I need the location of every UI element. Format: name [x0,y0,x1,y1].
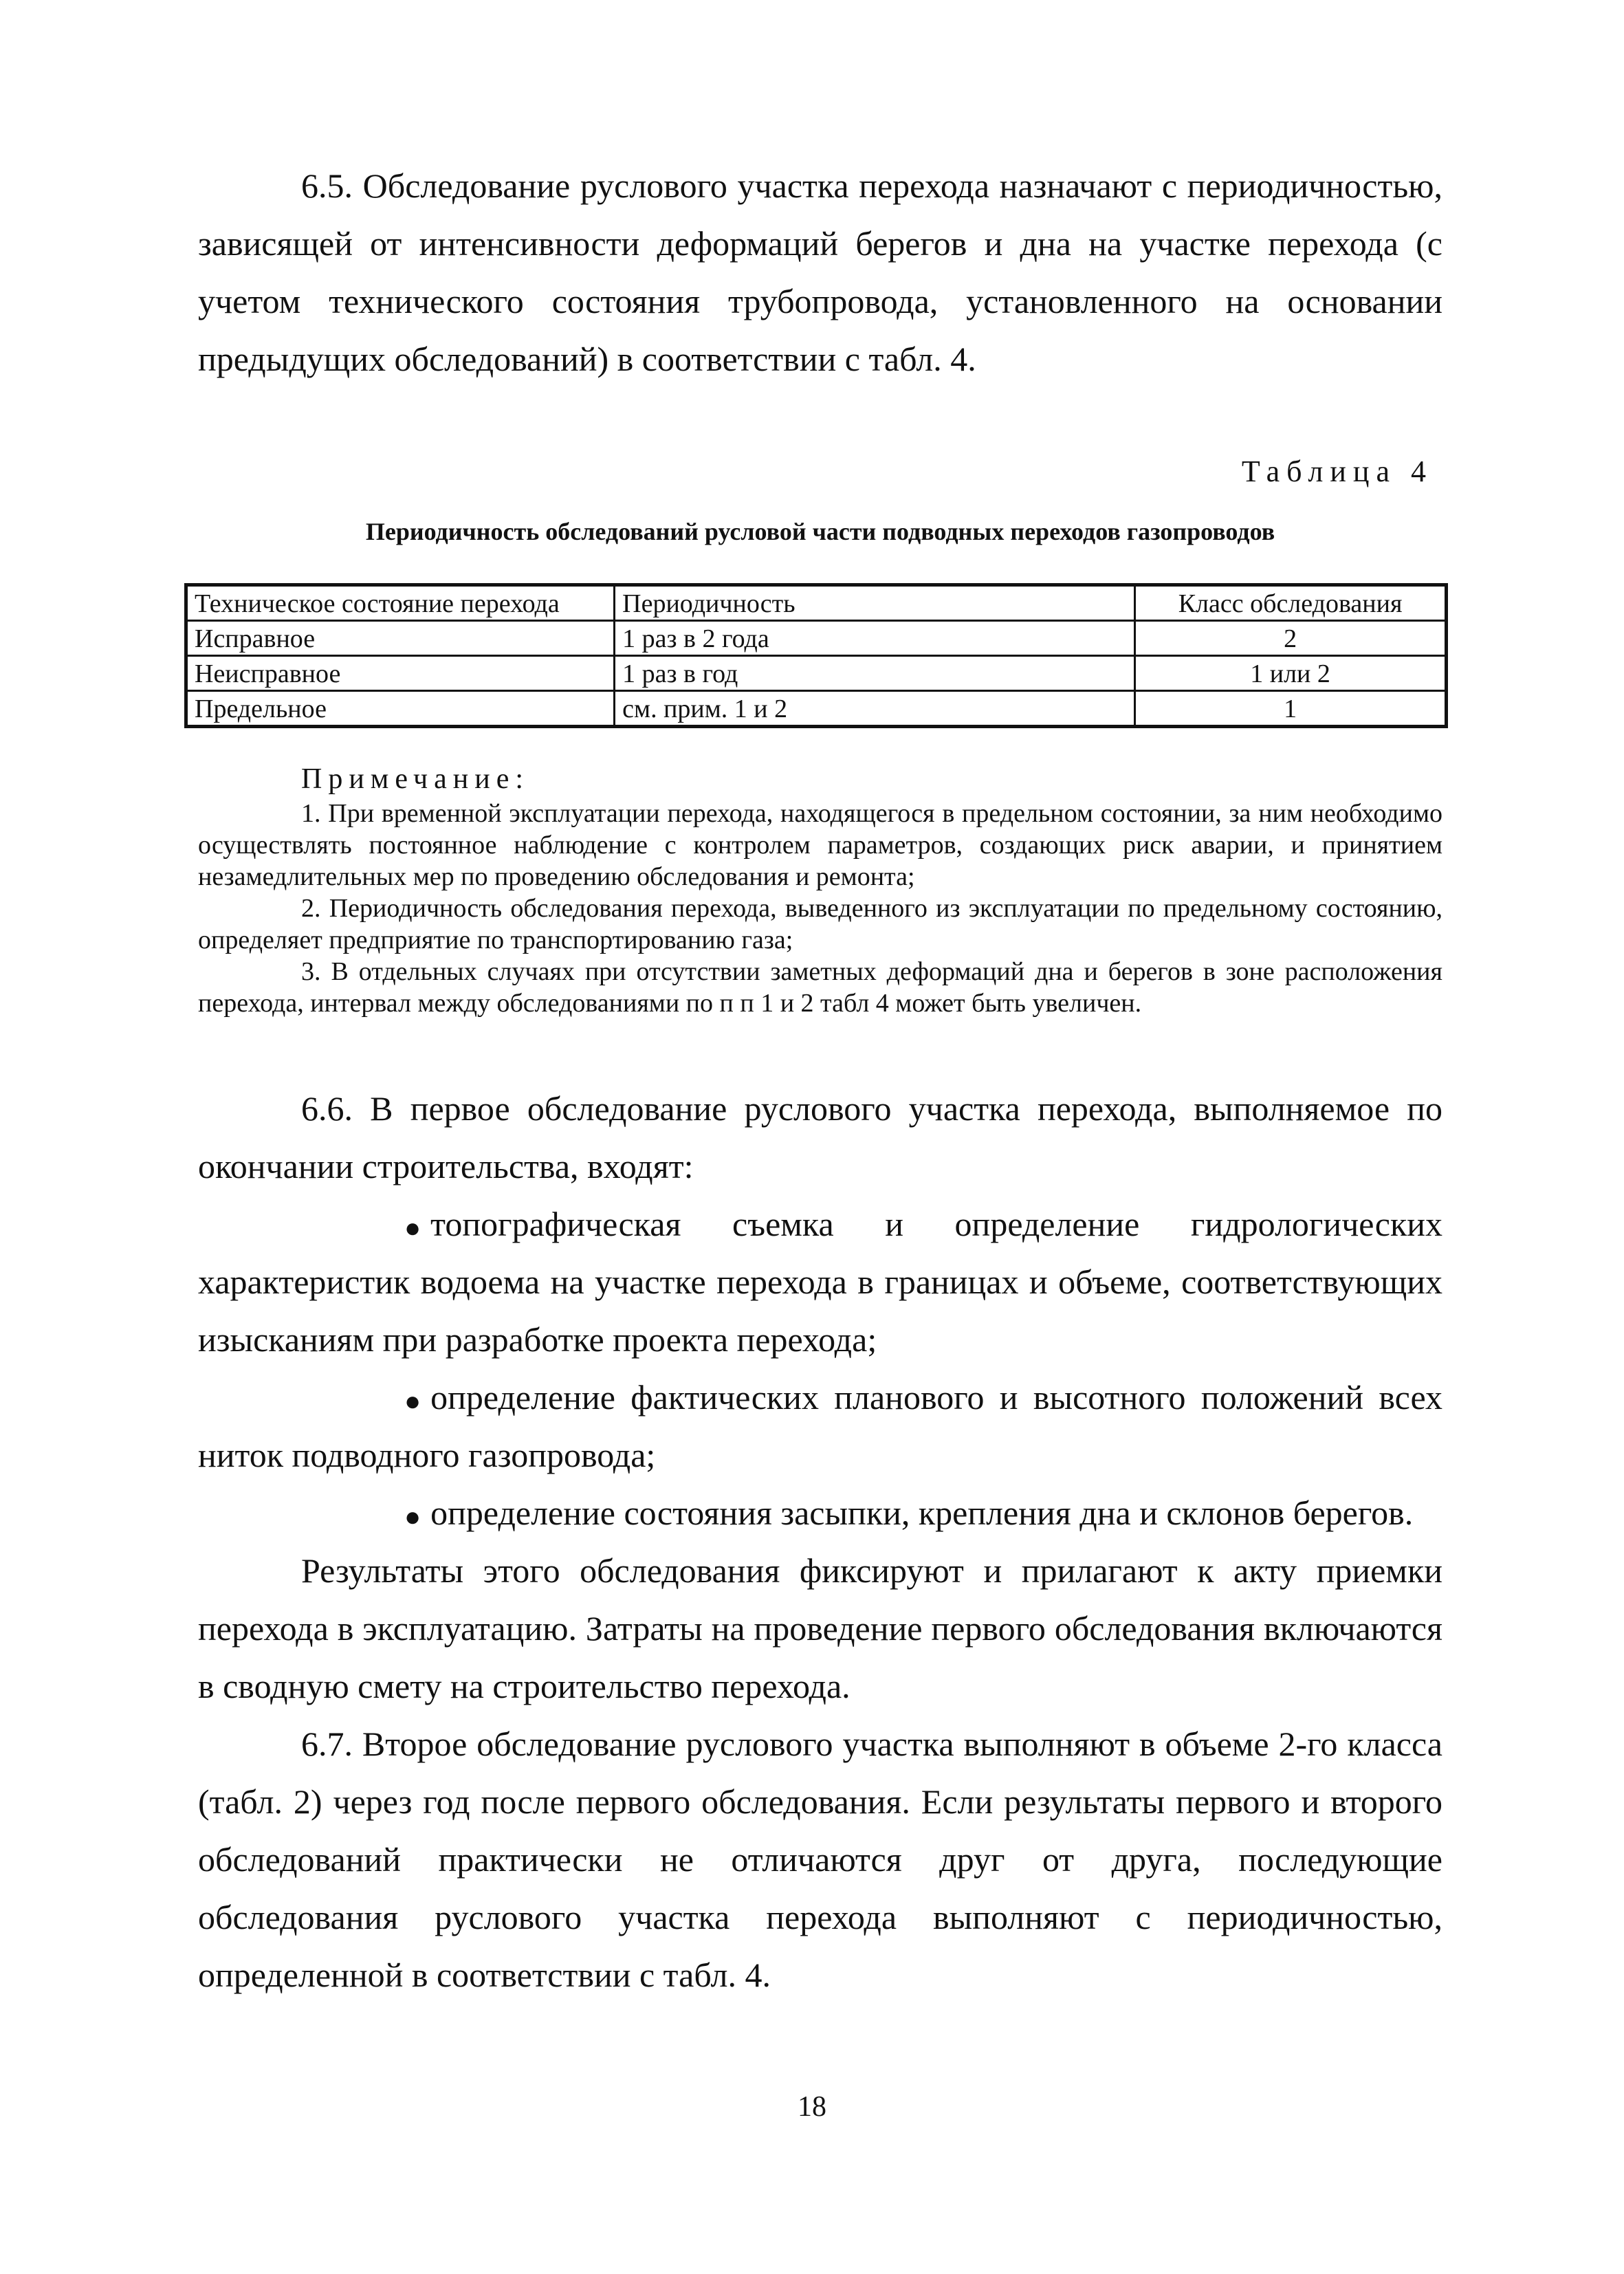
bullet-text: определение фактических планового и высотного положений всех ниток подводного газопровода; [198,1378,1442,1474]
table-row [186,621,1447,656]
cell-periodicity: см. прим. 1 и 2 [615,691,1135,727]
note-item-2: 2. Периодичность обследования перехода, выведенного из эксплуатации по предельному состоянию, определяет предприятие по транспортированию газа; [198,894,1442,954]
section-6-5-paragraph: 6.5. Обследование руслового участка перехода назначают с периодичностью, зависящей от интенсивности деформаций берегов и дна на участке перехода (с учетом технического состояния трубопровода, установленного на основании предыдущих обследований) в соответствии с табл. 4. [198,166,1442,378]
notes-title: Примечание: [301,763,530,795]
cell-state: Исправное [186,621,615,656]
header-technical-state: Техническое состояние перехода [186,585,615,621]
cell-class: 2 [1135,621,1447,656]
cell-class: 1 [1135,691,1447,727]
notes-block [198,763,1442,1019]
bullet-text: определение состояния засыпки, крепления дна и склонов берегов. [430,1494,1414,1532]
cell-state: Предельное [186,691,615,727]
section-6-6-results: Результаты этого обследования фиксируют и прилагают к акту приемки перехода в эксплуатацию. Затраты на проведение первого обследования включаются в сводную смету на строительство перехода. [198,1551,1442,1705]
header-periodicity: Периодичность [615,585,1135,621]
periodicity-table [184,583,1448,728]
section-6-6 [198,1080,1442,2004]
page-number: 18 [798,2091,826,2123]
cell-state: Неисправное [186,656,615,691]
table-label: Таблица 4 [1241,455,1433,488]
cell-periodicity: 1 раз в 2 года [615,621,1135,656]
bullet-item [198,1195,1442,1368]
bullet-dot-icon: ● [404,1500,421,1532]
cell-class: 1 или 2 [1135,656,1447,691]
bullet-item [198,1368,1442,1484]
section-6-7-paragraph: 6.7. Второе обследование руслового участка выполняют в объеме 2-го класса (табл. 2) через год после первого обследования. Если результаты первого и второго обследований практически не отличаются друг от друга, последующие обследования руслового участка перехода выполняют с периодичностью, определенной в соответствии с табл. 4. [198,1725,1442,1994]
bullet-dot-icon: ● [404,1212,421,1243]
header-survey-class: Класс обследования [1135,585,1447,621]
bullet-item [198,1484,1442,1542]
cell-periodicity: 1 раз в год [615,656,1135,691]
section-6-5 [198,157,1442,388]
table-row [186,656,1447,691]
section-6-6-intro: 6.6. В первое обследование руслового участка перехода, выполняемое по окончании строительства, входят: [198,1089,1442,1185]
bullet-text: топографическая съемка и определение гидрологических характеристик водоема на участке перехода в границах и объеме, соответствующих изысканиям при разработке проекта перехода; [198,1205,1442,1359]
bullet-dot-icon: ● [404,1385,421,1417]
table-row [186,691,1447,727]
note-item-3: 3. В отдельных случаях при отсутствии заметных деформаций дна и берегов в зоне расположения перехода, интервал между обследованиями по п п 1 и 2 табл 4 может быть увеличен. [198,957,1442,1018]
table-header-row [186,585,1447,621]
note-item-1: 1. При временной эксплуатации перехода, находящегося в предельном состоянии, за ним необходимо осуществлять постоянное наблюдение с контролем параметров, создающих риск аварии, и принятием незамедлительных мер по проведению обследования и ремонта; [198,799,1442,891]
table-title: Периодичность обследований русловой части подводных переходов газопроводов [365,518,1275,545]
